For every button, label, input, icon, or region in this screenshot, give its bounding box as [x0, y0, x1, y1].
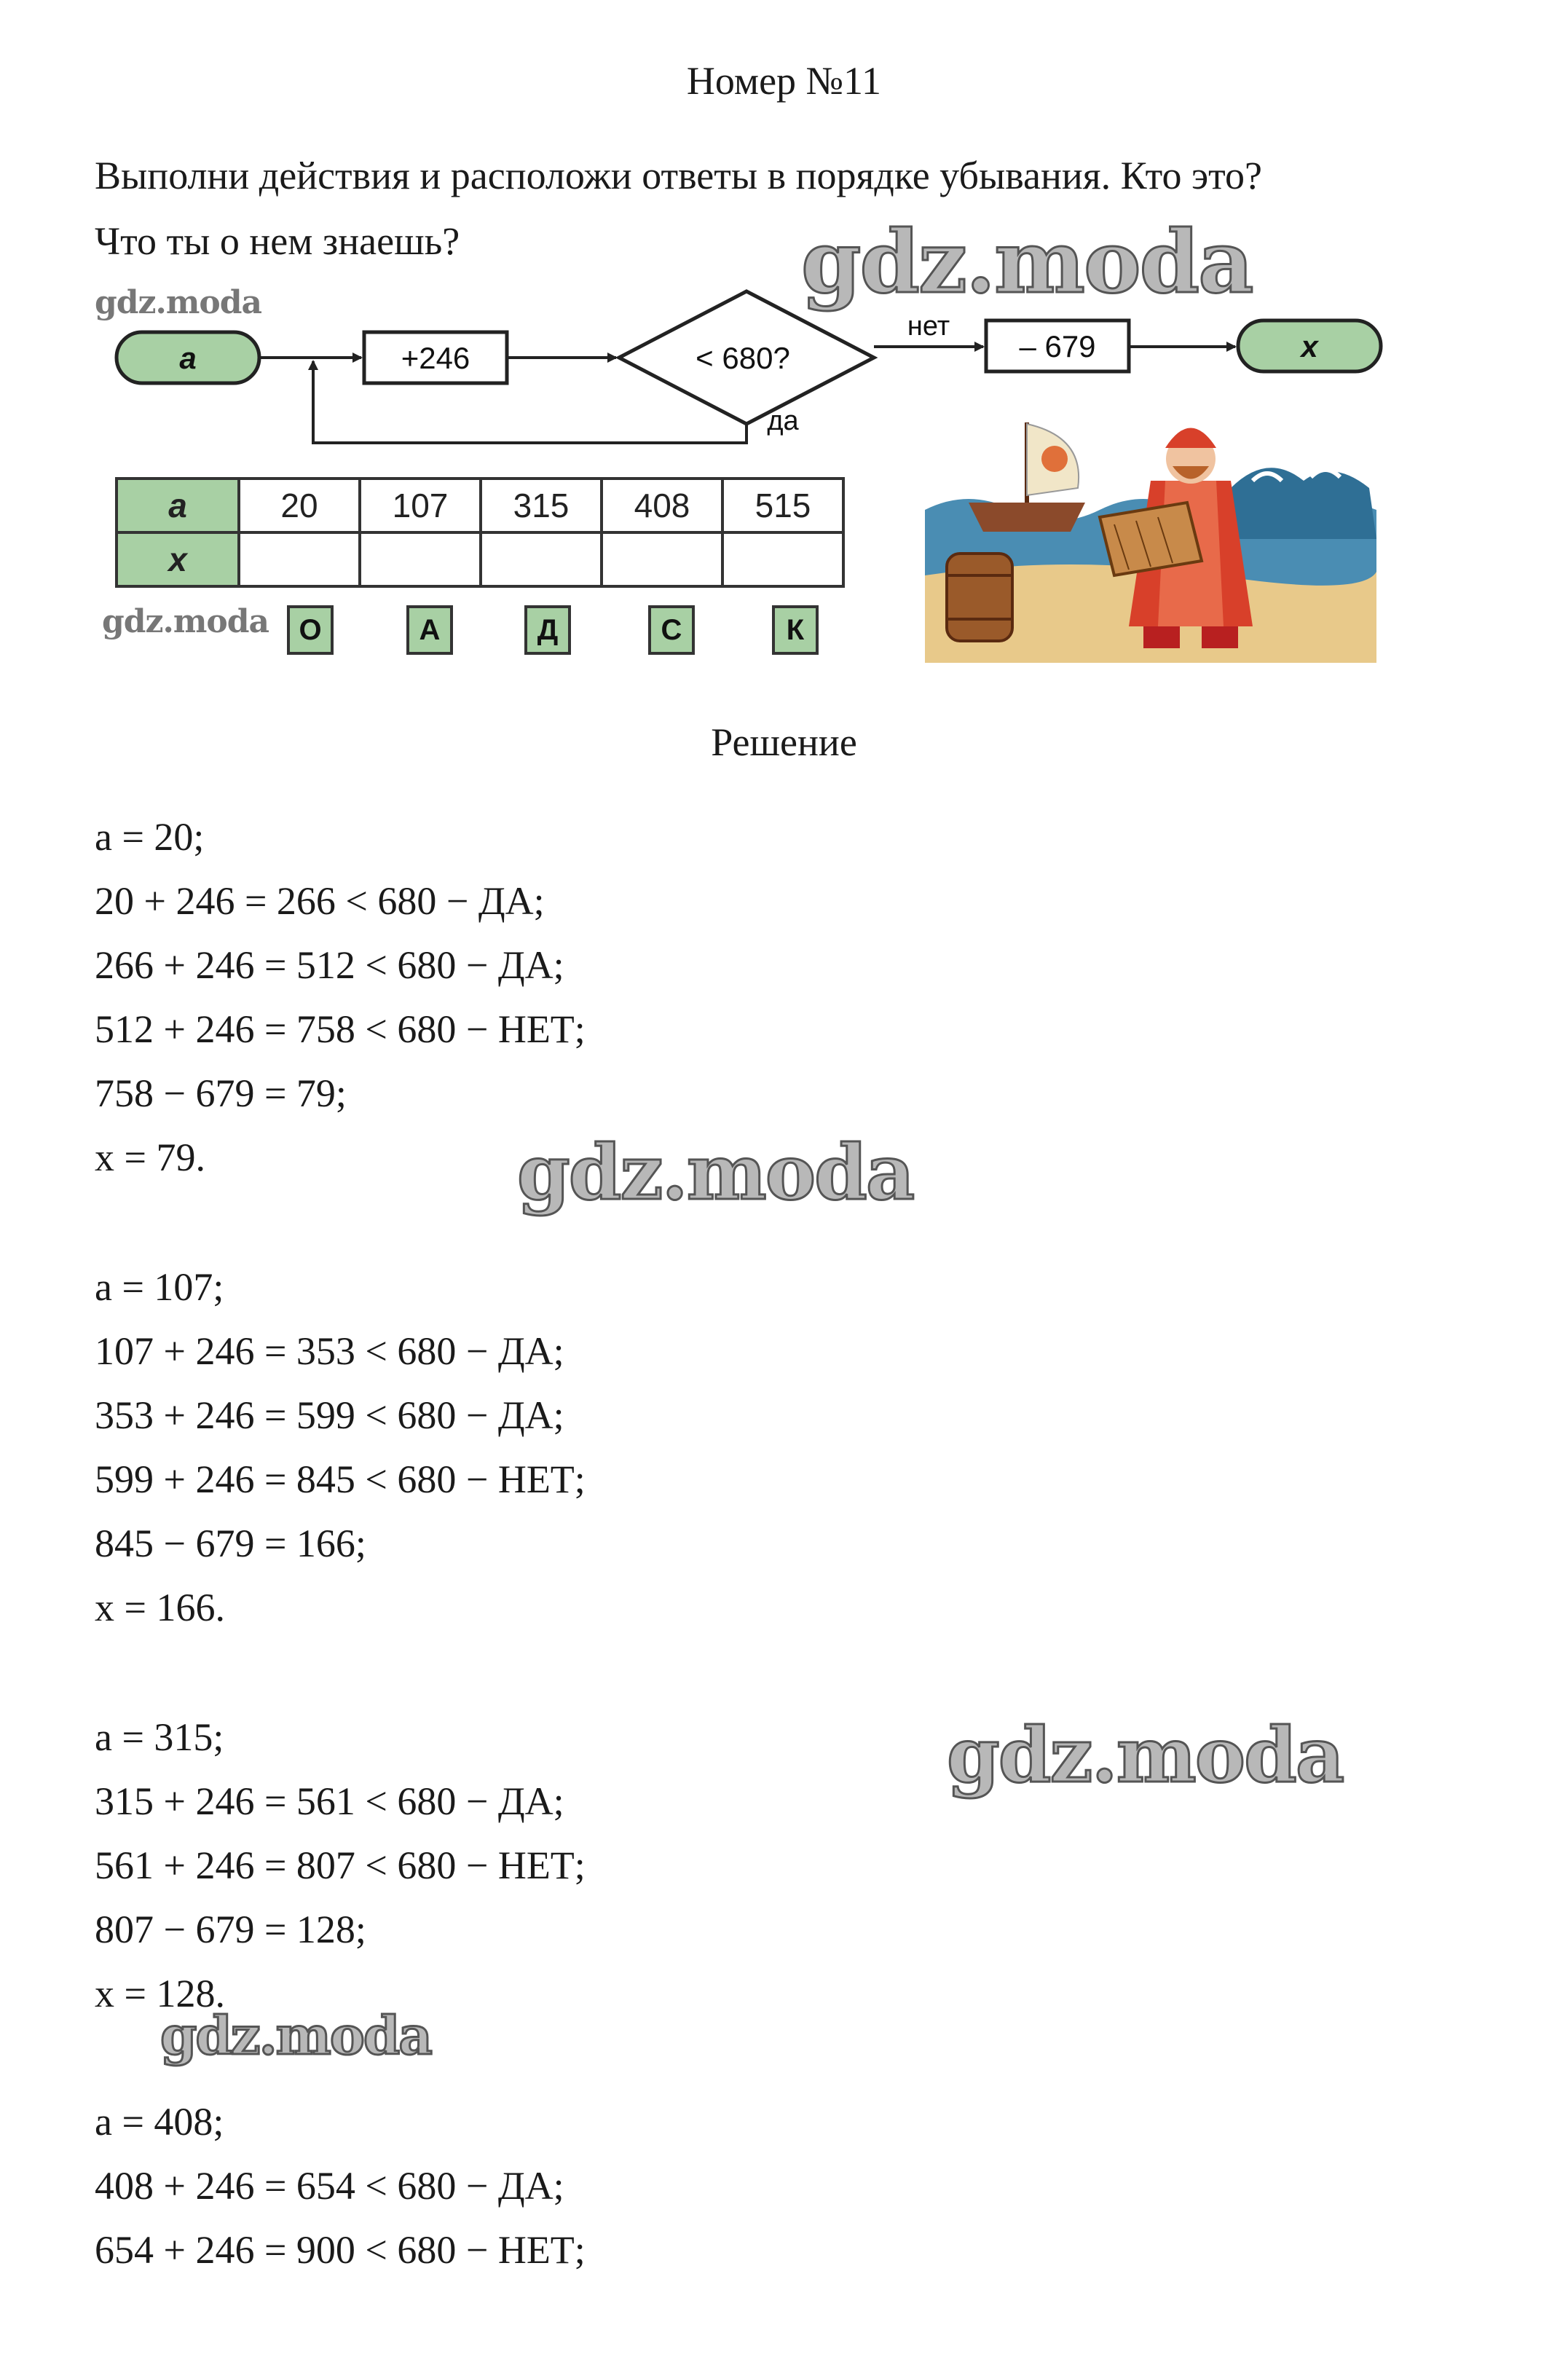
solution-line: 561 + 246 = 807 < 680 − НЕТ; [95, 1843, 586, 1887]
table-cell: 515 [722, 479, 843, 532]
table-cell [239, 532, 360, 586]
solution-line: a = 408; [95, 2100, 224, 2144]
table-cell: 20 [239, 479, 360, 532]
watermark: gdz.moda [160, 2004, 431, 2066]
task-text-line-1: Выполни действия и расположи ответы в порядке убывания. Кто это? [95, 154, 1262, 197]
table-cell: 408 [602, 479, 722, 532]
solution-line: x = 166. [95, 1586, 225, 1629]
table-row-a [117, 479, 843, 532]
values-table [115, 477, 845, 588]
row-a-label: a [117, 479, 239, 532]
watermark: gdz.moda [517, 1128, 914, 1217]
solution-line: 315 + 246 = 561 < 680 − ДА; [95, 1779, 564, 1823]
solution-line: a = 315; [95, 1715, 224, 1759]
solution-line: x = 79. [95, 1136, 205, 1179]
no-label: нет [907, 311, 950, 342]
solution-line: 654 + 246 = 900 < 680 − НЕТ; [95, 2228, 586, 2272]
table-cell [481, 532, 602, 586]
solution-line: 20 + 246 = 266 < 680 − ДА; [95, 879, 545, 923]
solution-line: 266 + 246 = 512 < 680 − ДА; [95, 943, 564, 987]
solution-line: 408 + 246 = 654 < 680 − ДА; [95, 2164, 564, 2208]
solution-line: a = 20; [95, 815, 205, 859]
table-cell [722, 532, 843, 586]
solution-line: 512 + 246 = 758 < 680 − НЕТ; [95, 1007, 586, 1051]
yes-label: да [767, 406, 799, 436]
letter-box: С [648, 605, 695, 655]
add-box-label: +246 [401, 341, 470, 375]
table-cell: 315 [481, 479, 602, 532]
table-cell [602, 532, 722, 586]
condition-label: < 680? [696, 341, 790, 375]
solution-line: 845 − 679 = 166; [95, 1522, 366, 1565]
task-text-line-2: Что ты о нем знаешь? [95, 219, 460, 263]
start-node-label: a [179, 341, 197, 375]
watermark: gdz.moda [947, 1710, 1344, 1800]
solution-line: x = 128. [95, 1972, 225, 2015]
solution-line: 353 + 246 = 599 < 680 − ДА; [95, 1393, 564, 1437]
watermark: gdz.moda [801, 211, 1253, 312]
watermark: gdz.moda [95, 284, 262, 321]
letter-box: О [287, 605, 334, 655]
letter-box: Д [524, 605, 571, 655]
sadko-illustration [925, 408, 1376, 663]
table-cell: 107 [360, 479, 481, 532]
letter-box: А [406, 605, 453, 655]
solution-line: 599 + 246 = 845 < 680 − НЕТ; [95, 1457, 586, 1501]
solution-line: 758 − 679 = 79; [95, 1071, 347, 1115]
subtract-box-label: – 679 [1019, 329, 1096, 363]
watermark: gdz.moda [102, 603, 269, 640]
solution-heading: Решение [711, 720, 857, 764]
row-x-label: x [117, 532, 239, 586]
solution-line: a = 107; [95, 1265, 224, 1309]
letter-box: К [772, 605, 819, 655]
table-row-x [117, 532, 843, 586]
solution-line: 807 − 679 = 128; [95, 1908, 366, 1951]
table-cell [360, 532, 481, 586]
end-node-label: x [1301, 329, 1318, 363]
solution-line: 107 + 246 = 353 < 680 − ДА; [95, 1329, 564, 1373]
page-title: Номер №11 [686, 59, 882, 103]
